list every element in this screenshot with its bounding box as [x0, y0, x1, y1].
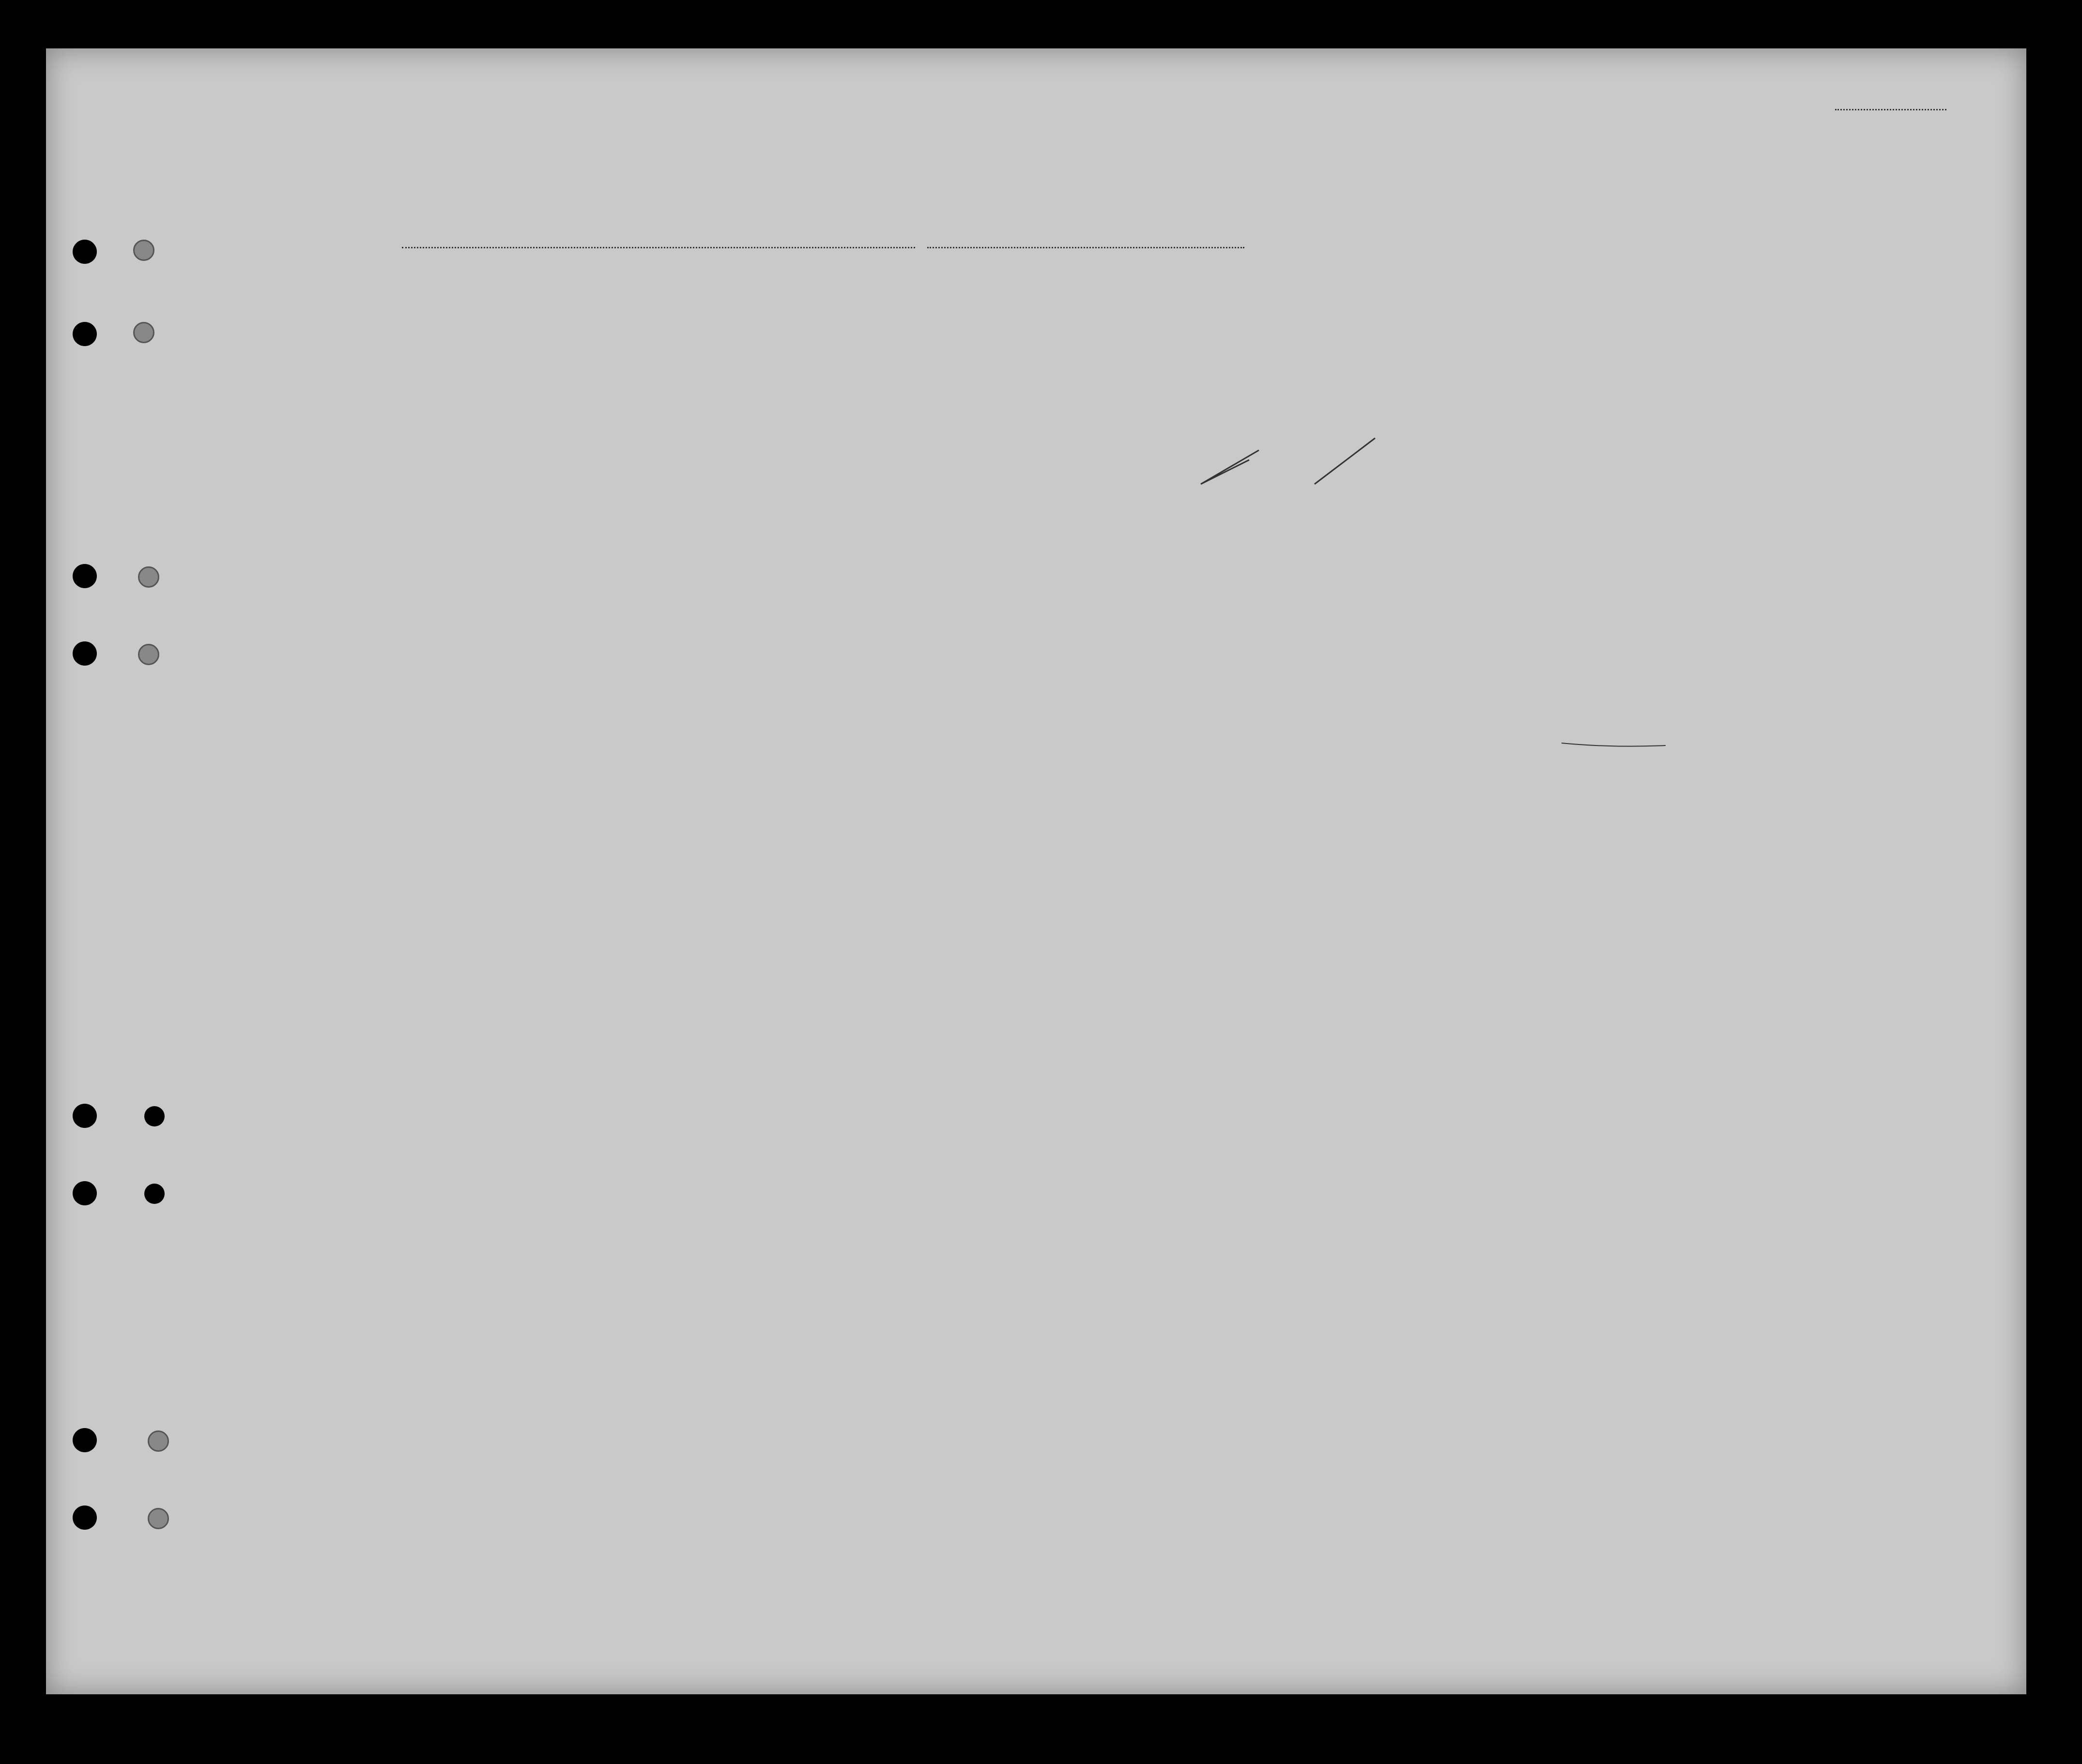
- header-c21: [765, 298, 789, 428]
- header-c25: [1332, 300, 1361, 426]
- header-c30: [1520, 300, 1535, 426]
- header-c29: [1479, 300, 1512, 426]
- header-c34-inches: [1714, 382, 1728, 426]
- header-c24-c: [1302, 325, 1322, 427]
- header-c31: [1542, 300, 1557, 426]
- header-c27: [1404, 300, 1417, 426]
- header-c26: [1379, 300, 1392, 426]
- header-c24-b: [1269, 325, 1293, 427]
- header-c19: [638, 300, 658, 426]
- header-c24-a: [1224, 325, 1252, 427]
- header-c34-feet: [1687, 387, 1701, 426]
- header-c28: [1426, 300, 1465, 426]
